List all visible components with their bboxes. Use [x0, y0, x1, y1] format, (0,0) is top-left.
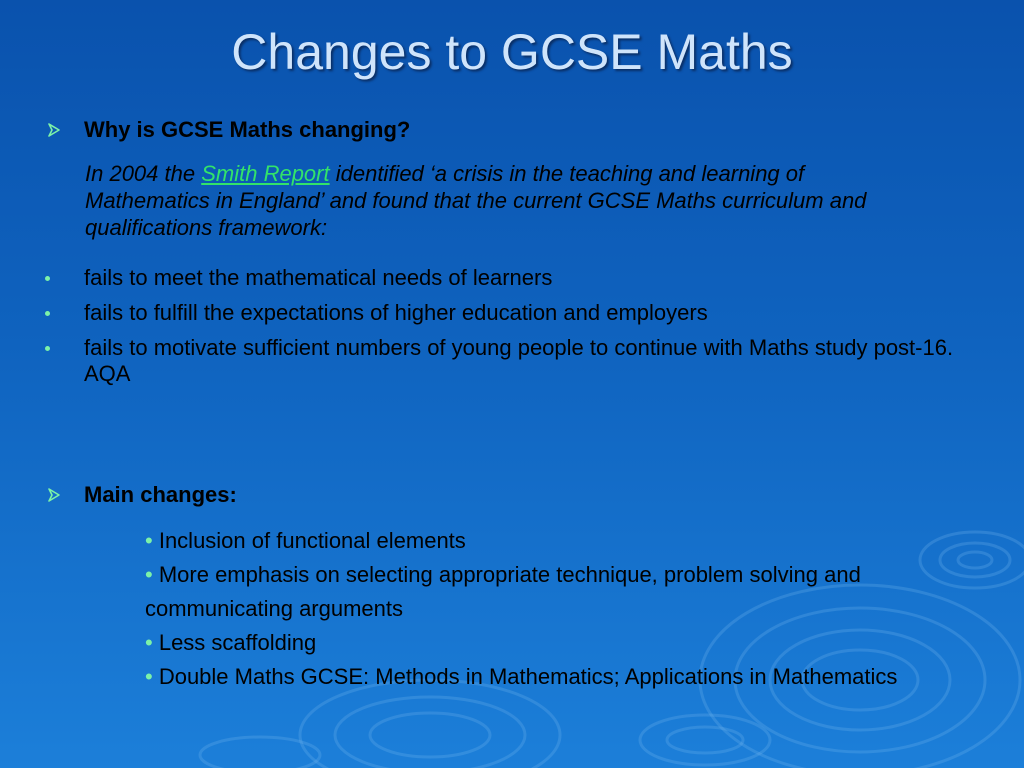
bullet-glyph: • — [145, 630, 153, 655]
bullet-glyph: • — [145, 562, 153, 587]
change-item-text: More emphasis on selecting appropriate technique, problem solving and communicating arguments — [145, 562, 861, 621]
intro-text-after: identified ‘a crisis in the teaching and learning of Mathematics in England’ and found that the current GCSE Maths curriculum and qualifications framework: — [85, 161, 867, 240]
slide-title: Changes to GCSE Maths — [231, 24, 793, 80]
change-item — [145, 524, 975, 558]
change-item — [145, 626, 975, 660]
intro-paragraph — [85, 160, 915, 241]
fail-item: fails to motivate sufficient numbers of young people to continue with Maths study post-16. AQA — [84, 335, 954, 386]
bullet-dot-icon — [45, 276, 50, 281]
intro-text-before: In 2004 the — [85, 161, 202, 186]
bullet-glyph: • — [145, 664, 153, 689]
change-item-text: Less scaffolding — [158, 630, 317, 655]
bullet-dot-icon — [45, 311, 50, 316]
change-item-text: Double Maths GCSE: Methods in Mathematics; Applications in Mathematics — [158, 664, 898, 689]
change-item-text: Inclusion of functional elements — [158, 528, 466, 553]
change-item — [145, 660, 975, 694]
arrow-bullet-icon — [46, 487, 62, 503]
section-heading-main-changes: Main changes: — [84, 482, 237, 507]
fail-item: fails to meet the mathematical needs of learners — [84, 265, 553, 290]
fail-item: fails to fulfill the expectations of higher education and employers — [84, 300, 708, 325]
section-heading-why: Why is GCSE Maths changing? — [84, 117, 411, 142]
arrow-bullet-icon — [46, 122, 62, 138]
change-item — [145, 558, 975, 626]
smith-report-link[interactable]: Smith Report — [201, 161, 330, 186]
bullet-dot-icon — [45, 346, 50, 351]
bullet-glyph: • — [145, 528, 153, 553]
